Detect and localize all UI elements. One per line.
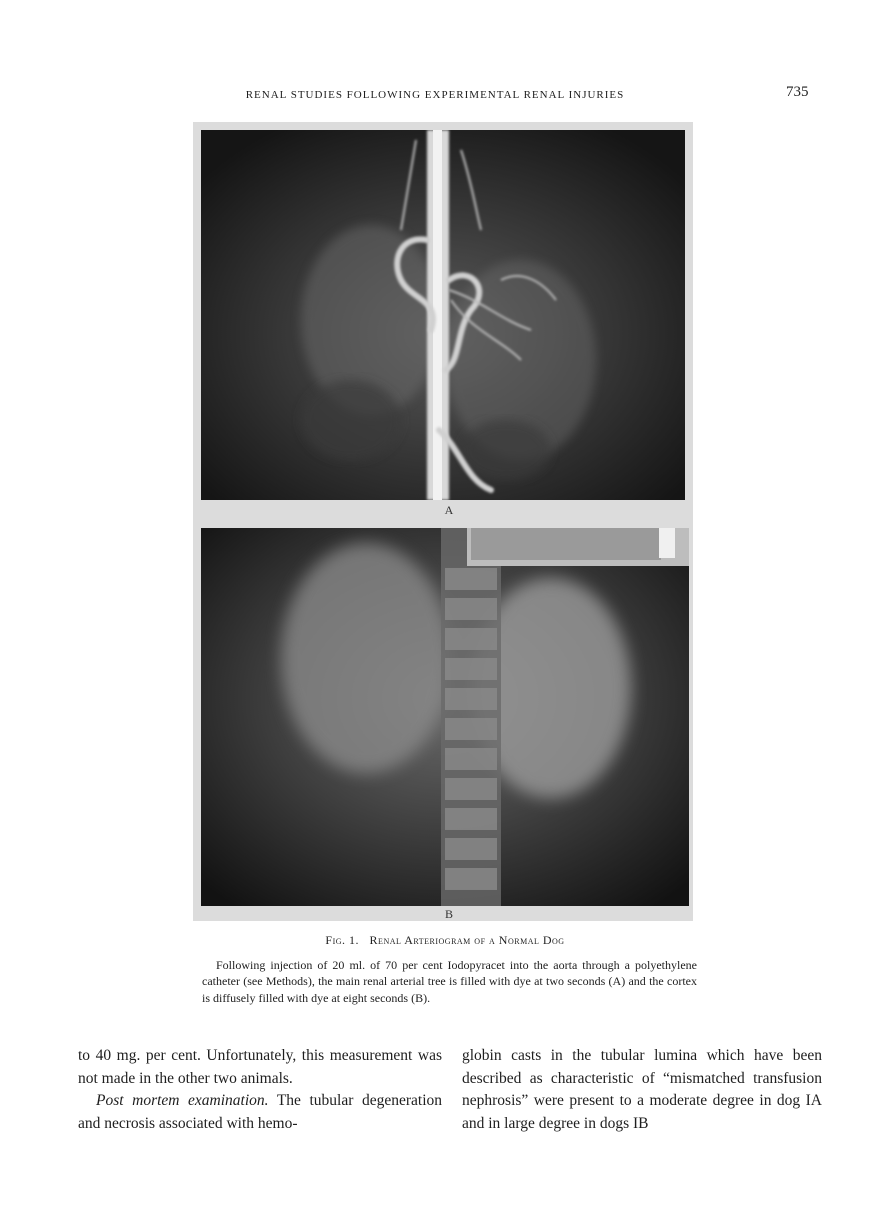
section-heading-post-mortem: Post mortem examination.: [96, 1092, 269, 1109]
figure-title-text: Renal Arteriogram of a Normal Dog: [369, 933, 565, 947]
left-paragraph-2: [78, 1090, 442, 1135]
figure-caption: Following injection of 20 ml. of 70 per cent Iodopyracet into the aorta through a polyethylene catheter (see Methods), the main renal arterial tree is filled with dye at two seconds (A) and the cortex is diffusely filled with dye at eight seconds (B).: [202, 958, 697, 1005]
running-title: RENAL STUDIES FOLLOWING EXPERIMENTAL RENAL INJURIES: [245, 89, 625, 101]
panel-label-b: B: [444, 907, 453, 921]
left-column: [78, 1045, 442, 1135]
figure-number: Fig. 1.: [325, 933, 360, 947]
left-paragraph-2-text: The tubular degeneration and necrosis associated with hemo-: [78, 1092, 442, 1132]
figure-title: [190, 933, 700, 948]
panel-label-a: A: [444, 503, 454, 517]
xray-image-b: [201, 528, 689, 906]
xray-image-a: [201, 130, 685, 500]
left-paragraph-1: to 40 mg. per cent. Unfortunately, this measurement was not made in the other two animals.: [78, 1047, 442, 1087]
figure-plate: [193, 122, 693, 921]
page-number: 735: [786, 84, 809, 100]
right-column-text: globin casts in the tubular lumina which have been described as characteristic of “mismatched transfusion nephrosis” were present to a moderate degree in dog IA and in large degree in dogs IB: [462, 1047, 822, 1132]
